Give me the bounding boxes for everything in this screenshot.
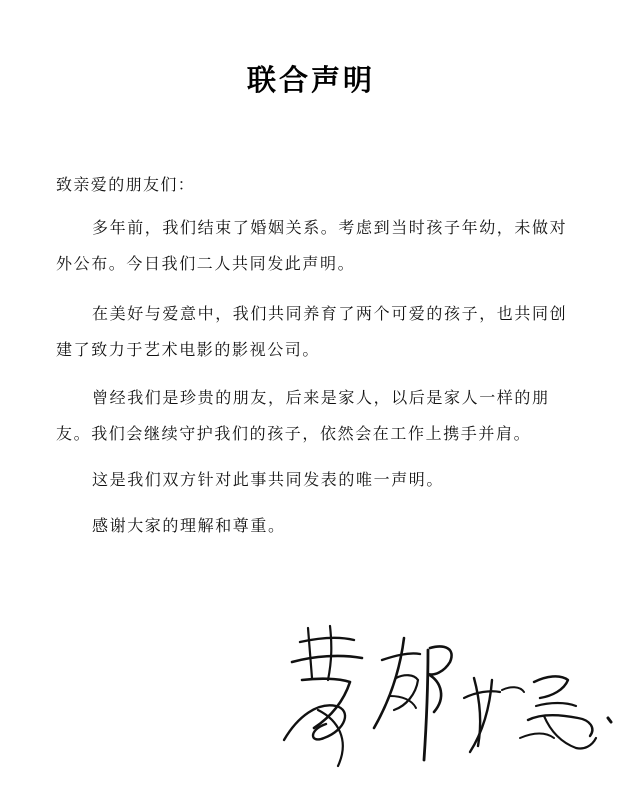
page-title: 联合声明 (246, 63, 375, 97)
handwritten-signature (278, 620, 618, 770)
paragraph-1: 多年前，我们结束了婚姻关系。考虑到当时孩子年幼，未做对外公布。今日我们二人共同发此声明。 (56, 218, 568, 273)
paragraph-2: 在美好与爱意中，我们共同养育了两个可爱的孩子，也共同创建了致力于艺术电影的影视公司。 (56, 304, 568, 359)
greeting: 致亲爱的朋友们： (56, 175, 196, 194)
paragraph-3: 曾经我们是珍贵的朋友，后来是家人，以后是家人一样的朋友。我们会继续守护我们的孩子，依然会在工作上携手并肩。 (56, 388, 550, 443)
paragraph-4: 这是我们双方针对此事共同发表的唯一声明。 (92, 470, 445, 489)
paragraph-5: 感谢大家的理解和尊重。 (92, 516, 286, 535)
